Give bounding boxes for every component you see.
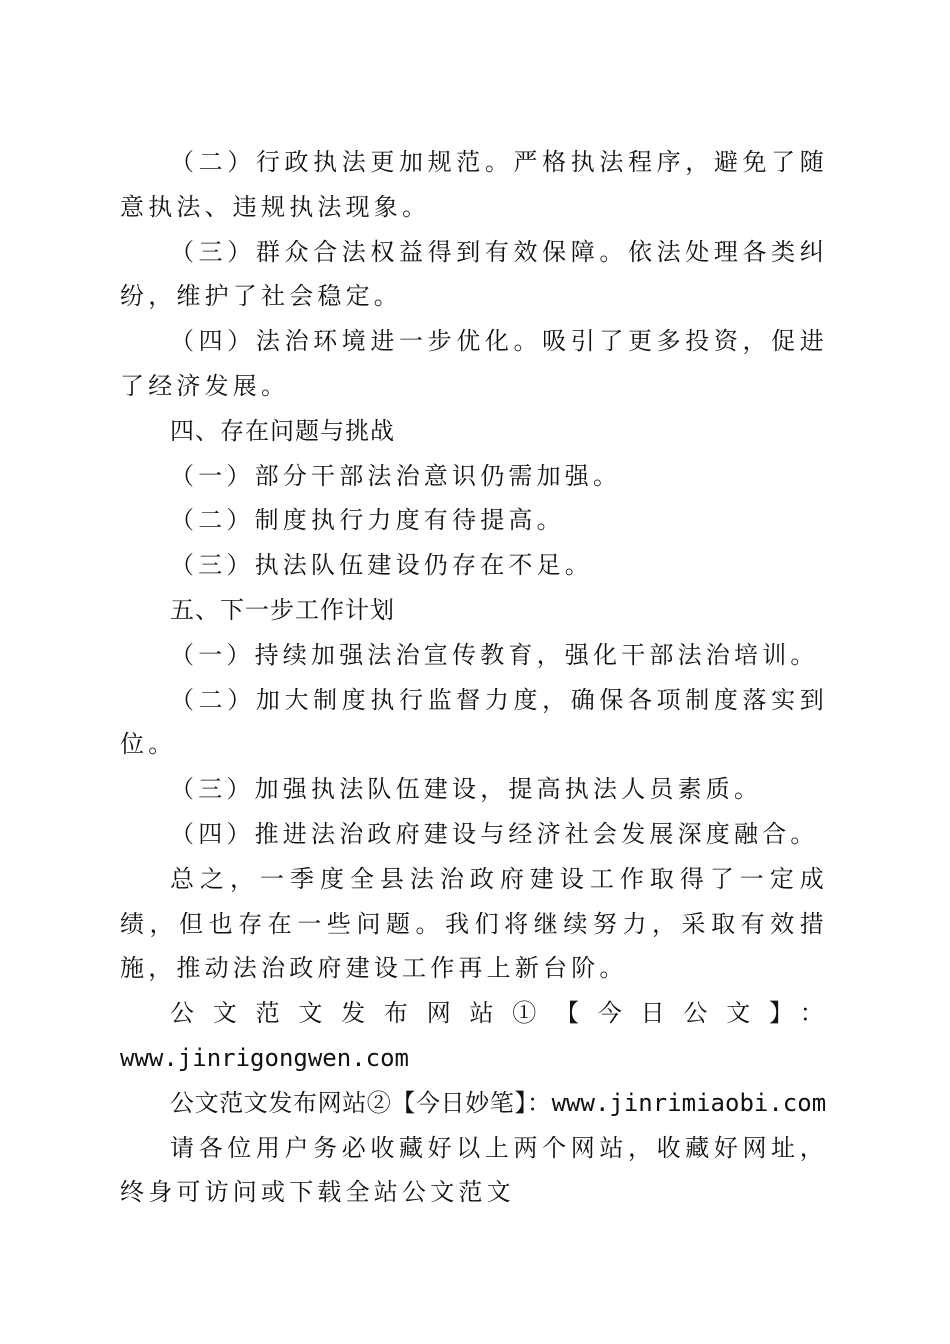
problem-item-2: （二）制度执行力度有待提高。 [170, 506, 565, 535]
summary-paragraph: 总之，一季度全县法治政府建设工作取得了一定成绩，但也存在一些问题。我们将继续努力，采取有效措施，推动法治政府建设工作再上新台阶。 [120, 864, 828, 983]
document-body [120, 140, 828, 1215]
plan-item-1: （一）持续加强法治宣传教育，强化干部法治培训。 [170, 640, 819, 669]
plan-item-4: （四）推进法治政府建设与经济社会发展深度融合。 [170, 819, 819, 848]
site1-label: 公文范文发布网站①【今日公文】： [170, 999, 828, 1028]
paragraph-enforcement: （二）行政执法更加规范。严格执法程序，避免了随意执法、违规执法现象。 [120, 148, 828, 221]
problem-item-3: （三）执法队伍建设仍存在不足。 [170, 551, 593, 580]
problem-item-1: （一）部分干部法治意识仍需加强。 [170, 461, 622, 490]
paragraph-rights: （三）群众合法权益得到有效保障。依法处理各类纠纷，维护了社会稳定。 [120, 237, 828, 311]
plan-item-3: （三）加强执法队伍建设，提高执法人员素质。 [170, 775, 763, 804]
plan-item-2: （二）加大制度执行监督力度，确保各项制度落实到位。 [120, 685, 828, 759]
heading-plan: 五、下一步工作计划 [170, 595, 395, 624]
paragraph-environment: （四）法治环境进一步优化。吸引了更多投资，促进了经济发展。 [120, 327, 828, 400]
site2-url-link[interactable]: www.jinrimiaobi.com [551, 1088, 827, 1117]
site2-label: 公文范文发布网站②【今日妙笔】： [170, 1088, 552, 1117]
site1-url-link[interactable]: www.jinrigongwen.com [120, 1043, 409, 1072]
heading-problems: 四、存在问题与挑战 [170, 416, 395, 445]
site2-line [120, 1081, 828, 1126]
notice-paragraph: 请各位用户务必收藏好以上两个网站，收藏好网址，终身可访问或下载全站公文范文 [120, 1133, 828, 1207]
